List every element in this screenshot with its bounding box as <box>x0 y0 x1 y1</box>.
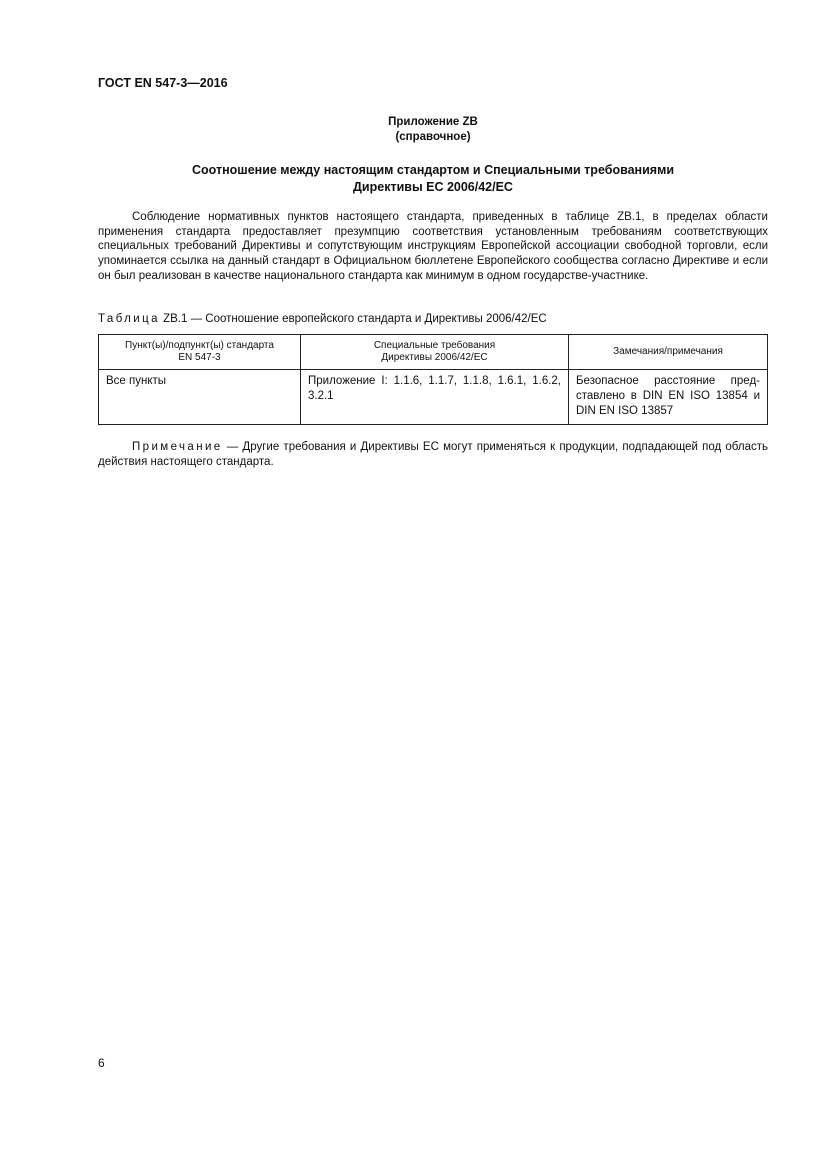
annex-heading <box>98 162 768 196</box>
header-clauses-line-1: Пункт(ы)/подпункт(ы) стандарта <box>125 340 274 351</box>
annex-status: (справочное) <box>395 131 471 143</box>
intro-paragraph: Соблюдение нормативных пунктов настоящего стандарта, приведенных в таблице ZB.1, в пределах области применения стандарта предоставляет презумпцию соответствия установленным требованиям соответствующих специальных требований Директивы и сопутствующим инструкциям Европейской ассоциации свободной торговли, если упоминается ссылка на данный стандарт в Официальном бюллетене Европейского сообщества согласно Директиве и если он был реализован в качестве национального стандарта как минимум в одном государстве-участнике. <box>98 211 768 282</box>
header-requirements-line-2: Директивы 2006/42/ЕС <box>381 352 488 363</box>
table-caption-label: Таблица <box>98 313 160 325</box>
cell-clauses: Все пункты <box>99 370 301 425</box>
table-caption <box>98 313 547 325</box>
cell-remarks: Безопасное расстояние пред-ставлено в DIN EN ISO 13854 и DIN EN ISO 13857 <box>569 370 768 425</box>
annex-heading-line-1: Соотношение между настоящим стандартом и Специальными требованиями <box>191 163 675 177</box>
header-clauses <box>99 335 301 370</box>
table-header-row <box>99 335 768 370</box>
note-text: — Другие требования и Директивы ЕС могут применяться к продукции, подпадающей под область действия настоящего стандарта. <box>98 441 768 468</box>
annex-label: Приложение ZB <box>388 116 478 128</box>
header-remarks-line-1: Замечания/примечания <box>613 346 723 357</box>
header-requirements <box>301 335 569 370</box>
correspondence-table <box>98 334 768 425</box>
annex-heading-line-2: Директивы ЕС 2006/42/ЕС <box>353 180 513 194</box>
cell-requirements: Приложение I: 1.1.6, 1.1.7, 1.1.8, 1.6.1, 1.6.2, 3.2.1 <box>301 370 569 425</box>
table-row <box>99 370 768 425</box>
document-id: ГОСТ EN 547-3—2016 <box>98 76 228 90</box>
header-clauses-line-2: EN 547-3 <box>178 352 221 363</box>
header-requirements-line-1: Специальные требования <box>373 340 496 351</box>
header-remarks <box>569 335 768 370</box>
table-caption-text: ZB.1 — Соотношение европейского стандарта и Директивы 2006/42/ЕС <box>163 313 547 325</box>
note-label: Примечание <box>132 441 223 453</box>
annex-title <box>98 115 768 145</box>
table-note <box>98 440 768 470</box>
page-number: 6 <box>98 1056 105 1070</box>
